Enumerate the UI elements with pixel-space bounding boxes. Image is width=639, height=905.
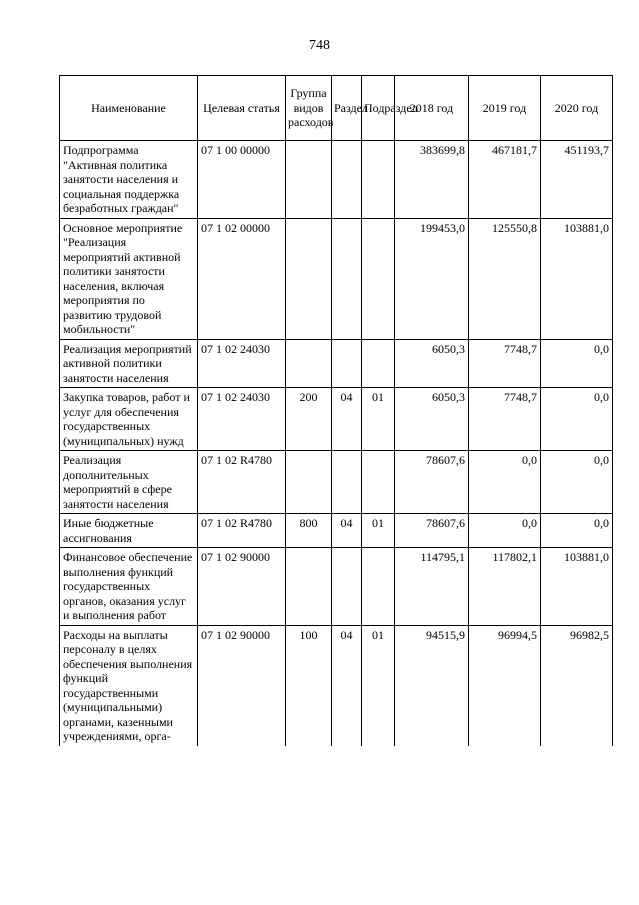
cell-name: Основное мероприятие "Реализация мероприятий активной политики занятости населения, включая мероприятия по развитию трудовой мобильности" [60,218,198,339]
cell-subsection [362,218,395,339]
cell-2018: 199453,0 [395,218,469,339]
budget-table [59,75,613,746]
cell-2018: 94515,9 [395,625,469,746]
cell-2019: 7748,7 [469,388,541,451]
cell-group [286,141,332,219]
header-section: Раздел [332,76,362,141]
cell-target: 07 1 02 90000 [198,625,286,746]
cell-name: Закупка товаров, работ и услуг для обеспечения государственных (муниципальных) нужд [60,388,198,451]
table-row [60,339,613,388]
cell-2020: 0,0 [541,514,613,548]
header-2020: 2020 год [541,76,613,141]
cell-target: 07 1 02 24030 [198,339,286,388]
cell-2019: 125550,8 [469,218,541,339]
cell-subsection: 01 [362,625,395,746]
cell-subsection: 01 [362,514,395,548]
cell-section: 04 [332,514,362,548]
cell-subsection [362,548,395,626]
cell-group [286,451,332,514]
cell-2019: 117802,1 [469,548,541,626]
header-group: Группа видов расходов [286,76,332,141]
cell-2018: 78607,6 [395,514,469,548]
cell-section [332,141,362,219]
table-row [60,451,613,514]
table-row [60,388,613,451]
header-name: Наименование [60,76,198,141]
cell-section [332,548,362,626]
table-row [60,514,613,548]
cell-target: 07 1 02 R4780 [198,514,286,548]
cell-2020: 0,0 [541,388,613,451]
cell-2018: 6050,3 [395,339,469,388]
cell-subsection [362,141,395,219]
cell-subsection [362,339,395,388]
cell-subsection: 01 [362,388,395,451]
cell-section: 04 [332,388,362,451]
table-row [60,548,613,626]
table-row [60,625,613,746]
cell-name: Реализация мероприятий активной политики занятости населения [60,339,198,388]
cell-name: Реализация дополнительных мероприятий в сфере занятости населения [60,451,198,514]
cell-2018: 383699,8 [395,141,469,219]
cell-section [332,218,362,339]
cell-2019: 7748,7 [469,339,541,388]
cell-subsection [362,451,395,514]
cell-target: 07 1 02 00000 [198,218,286,339]
cell-2019: 467181,7 [469,141,541,219]
cell-group: 800 [286,514,332,548]
cell-group: 200 [286,388,332,451]
cell-target: 07 1 02 90000 [198,548,286,626]
cell-name: Финансовое обеспечение выполнения функций государственных органов, оказания услуг и выполнения работ [60,548,198,626]
cell-2020: 0,0 [541,451,613,514]
cell-2018: 6050,3 [395,388,469,451]
header-subsection: Подраздел [362,76,395,141]
header-2019: 2019 год [469,76,541,141]
cell-name: Иные бюджетные ассигнования [60,514,198,548]
cell-2020: 96982,5 [541,625,613,746]
cell-group: 100 [286,625,332,746]
header-2018: 2018 год [395,76,469,141]
cell-group [286,548,332,626]
cell-name: Расходы на выплаты персоналу в целях обеспечения выполнения функций государственными (муниципальными) органами, казенными учреждениями, орга- [60,625,198,746]
cell-2020: 103881,0 [541,548,613,626]
cell-section [332,451,362,514]
cell-section [332,339,362,388]
cell-2018: 114795,1 [395,548,469,626]
cell-2019: 0,0 [469,451,541,514]
cell-section: 04 [332,625,362,746]
page-number: 748 [309,38,330,53]
cell-2018: 78607,6 [395,451,469,514]
table-header-row [60,76,613,141]
cell-group [286,339,332,388]
cell-2019: 96994,5 [469,625,541,746]
cell-group [286,218,332,339]
cell-target: 07 1 02 R4780 [198,451,286,514]
cell-2020: 451193,7 [541,141,613,219]
header-target: Целевая статья [198,76,286,141]
cell-2020: 103881,0 [541,218,613,339]
cell-2020: 0,0 [541,339,613,388]
cell-target: 07 1 00 00000 [198,141,286,219]
cell-2019: 0,0 [469,514,541,548]
table-row [60,218,613,339]
table-row [60,141,613,219]
cell-name: Подпрограмма "Активная политика занятости населения и социальная поддержка безработных граждан" [60,141,198,219]
cell-target: 07 1 02 24030 [198,388,286,451]
